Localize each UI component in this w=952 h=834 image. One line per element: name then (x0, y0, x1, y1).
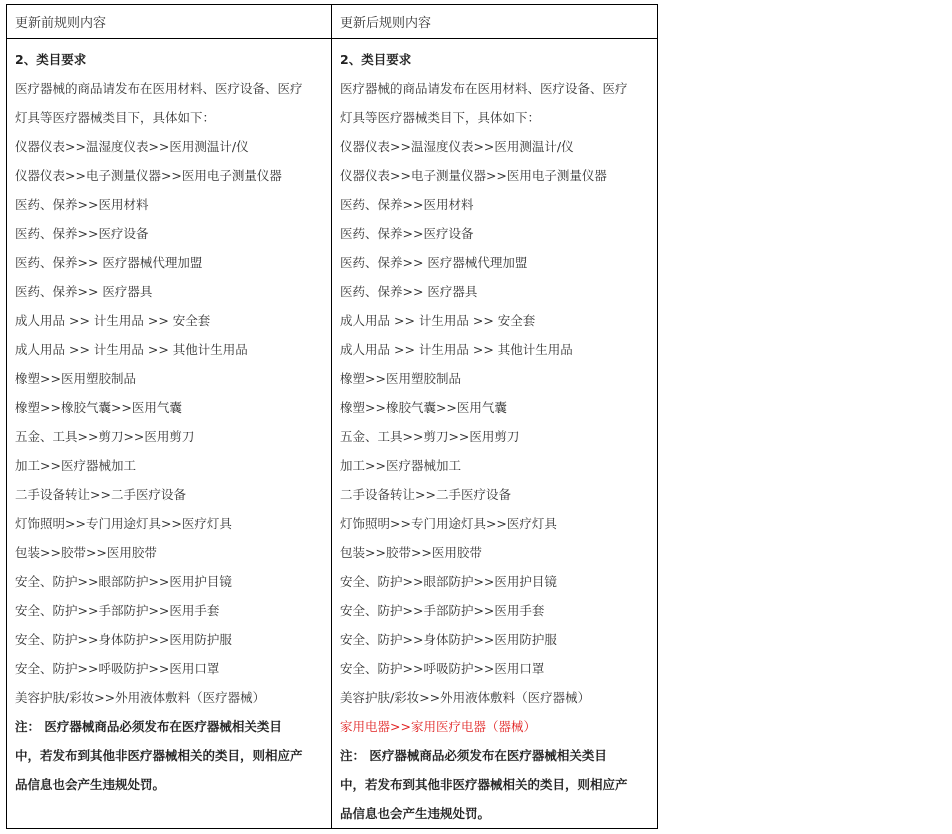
header-before: 更新前规则内容 (7, 5, 332, 39)
before-line: 医药、保养>>医疗设备 (15, 226, 149, 241)
before-line: 橡塑>>橡胶气囊>>医用气囊 (15, 400, 182, 415)
after-line: 成人用品 >> 计生用品 >> 安全套 (340, 313, 536, 328)
before-line: 安全、防护>>手部防护>>医用手套 (15, 603, 220, 618)
before-note-line: 中，若发布到其他非医疗器械相关的类目，则相应产 (15, 748, 303, 763)
content-row (7, 39, 658, 829)
after-line: 美容护肤/彩妆>>外用液体敷料（医疗器械） (340, 690, 591, 705)
after-line: 成人用品 >> 计生用品 >> 其他计生用品 (340, 342, 573, 357)
after-line: 安全、防护>>眼部防护>>医用护目镜 (340, 574, 557, 589)
after-line: 加工>>医疗器械加工 (340, 458, 461, 473)
after-note-line: 注： 医疗器械商品必须发布在医疗器械相关类目 (340, 748, 607, 763)
before-line: 二手设备转让>>二手医疗设备 (15, 487, 186, 502)
after-line: 医药、保养>>医疗设备 (340, 226, 474, 241)
before-line: 仪器仪表>>温湿度仪表>>医用测温计/仪 (15, 139, 249, 154)
before-line: 加工>>医疗器械加工 (15, 458, 136, 473)
after-line: 安全、防护>>手部防护>>医用手套 (340, 603, 545, 618)
after-line: 橡塑>>医用塑胶制品 (340, 371, 461, 386)
before-line: 仪器仪表>>电子测量仪器>>医用电子测量仪器 (15, 168, 282, 183)
after-added-line: 家用电器>>家用医疗电器（器械） (340, 719, 536, 734)
after-line: 仪器仪表>>电子测量仪器>>医用电子测量仪器 (340, 168, 607, 183)
after-line: 五金、工具>>剪刀>>医用剪刀 (340, 429, 520, 444)
before-line: 安全、防护>>身体防护>>医用防护服 (15, 632, 232, 647)
after-heading: 2、类目要求 (340, 52, 412, 67)
after-note-line: 品信息也会产生违规处罚。 (340, 806, 491, 821)
after-line: 安全、防护>>身体防护>>医用防护服 (340, 632, 557, 647)
before-note-line: 品信息也会产生违规处罚。 (15, 777, 166, 792)
before-line: 包装>>胶带>>医用胶带 (15, 545, 157, 560)
after-line: 包装>>胶带>>医用胶带 (340, 545, 482, 560)
after-note-line: 中，若发布到其他非医疗器械相关的类目，则相应产 (340, 777, 628, 792)
after-cell (332, 39, 658, 829)
after-line: 医疗器械的商品请发布在医用材料、医疗设备、医疗 (340, 81, 628, 96)
before-line: 医疗器械的商品请发布在医用材料、医疗设备、医疗 (15, 81, 303, 96)
before-line: 美容护肤/彩妆>>外用液体敷料（医疗器械） (15, 690, 266, 705)
before-line: 成人用品 >> 计生用品 >> 其他计生用品 (15, 342, 248, 357)
before-line: 医药、保养>> 医疗器具 (15, 284, 153, 299)
before-line: 五金、工具>>剪刀>>医用剪刀 (15, 429, 195, 444)
rules-comparison-table (6, 4, 658, 829)
before-heading: 2、类目要求 (15, 52, 87, 67)
before-content (7, 39, 331, 799)
after-line: 二手设备转让>>二手医疗设备 (340, 487, 511, 502)
after-line: 医药、保养>> 医疗器械代理加盟 (340, 255, 528, 270)
before-line: 成人用品 >> 计生用品 >> 安全套 (15, 313, 211, 328)
before-cell (7, 39, 332, 829)
before-line: 灯饰照明>>专门用途灯具>>医疗灯具 (15, 516, 232, 531)
after-content (332, 39, 657, 828)
after-line: 医药、保养>>医用材料 (340, 197, 474, 212)
before-line: 医药、保养>>医用材料 (15, 197, 149, 212)
after-line: 灯饰照明>>专门用途灯具>>医疗灯具 (340, 516, 557, 531)
before-line: 安全、防护>>眼部防护>>医用护目镜 (15, 574, 232, 589)
after-line: 仪器仪表>>温湿度仪表>>医用测温计/仪 (340, 139, 574, 154)
before-line: 橡塑>>医用塑胶制品 (15, 371, 136, 386)
before-line: 安全、防护>>呼吸防护>>医用口罩 (15, 661, 220, 676)
after-line: 安全、防护>>呼吸防护>>医用口罩 (340, 661, 545, 676)
after-line: 橡塑>>橡胶气囊>>医用气囊 (340, 400, 507, 415)
before-note-line: 注： 医疗器械商品必须发布在医疗器械相关类目 (15, 719, 282, 734)
after-line: 灯具等医疗器械类目下，具体如下： (340, 110, 541, 125)
after-line: 医药、保养>> 医疗器具 (340, 284, 478, 299)
before-line: 灯具等医疗器械类目下，具体如下： (15, 110, 216, 125)
header-after: 更新后规则内容 (332, 5, 658, 39)
header-row (7, 5, 658, 39)
before-line: 医药、保养>> 医疗器械代理加盟 (15, 255, 203, 270)
